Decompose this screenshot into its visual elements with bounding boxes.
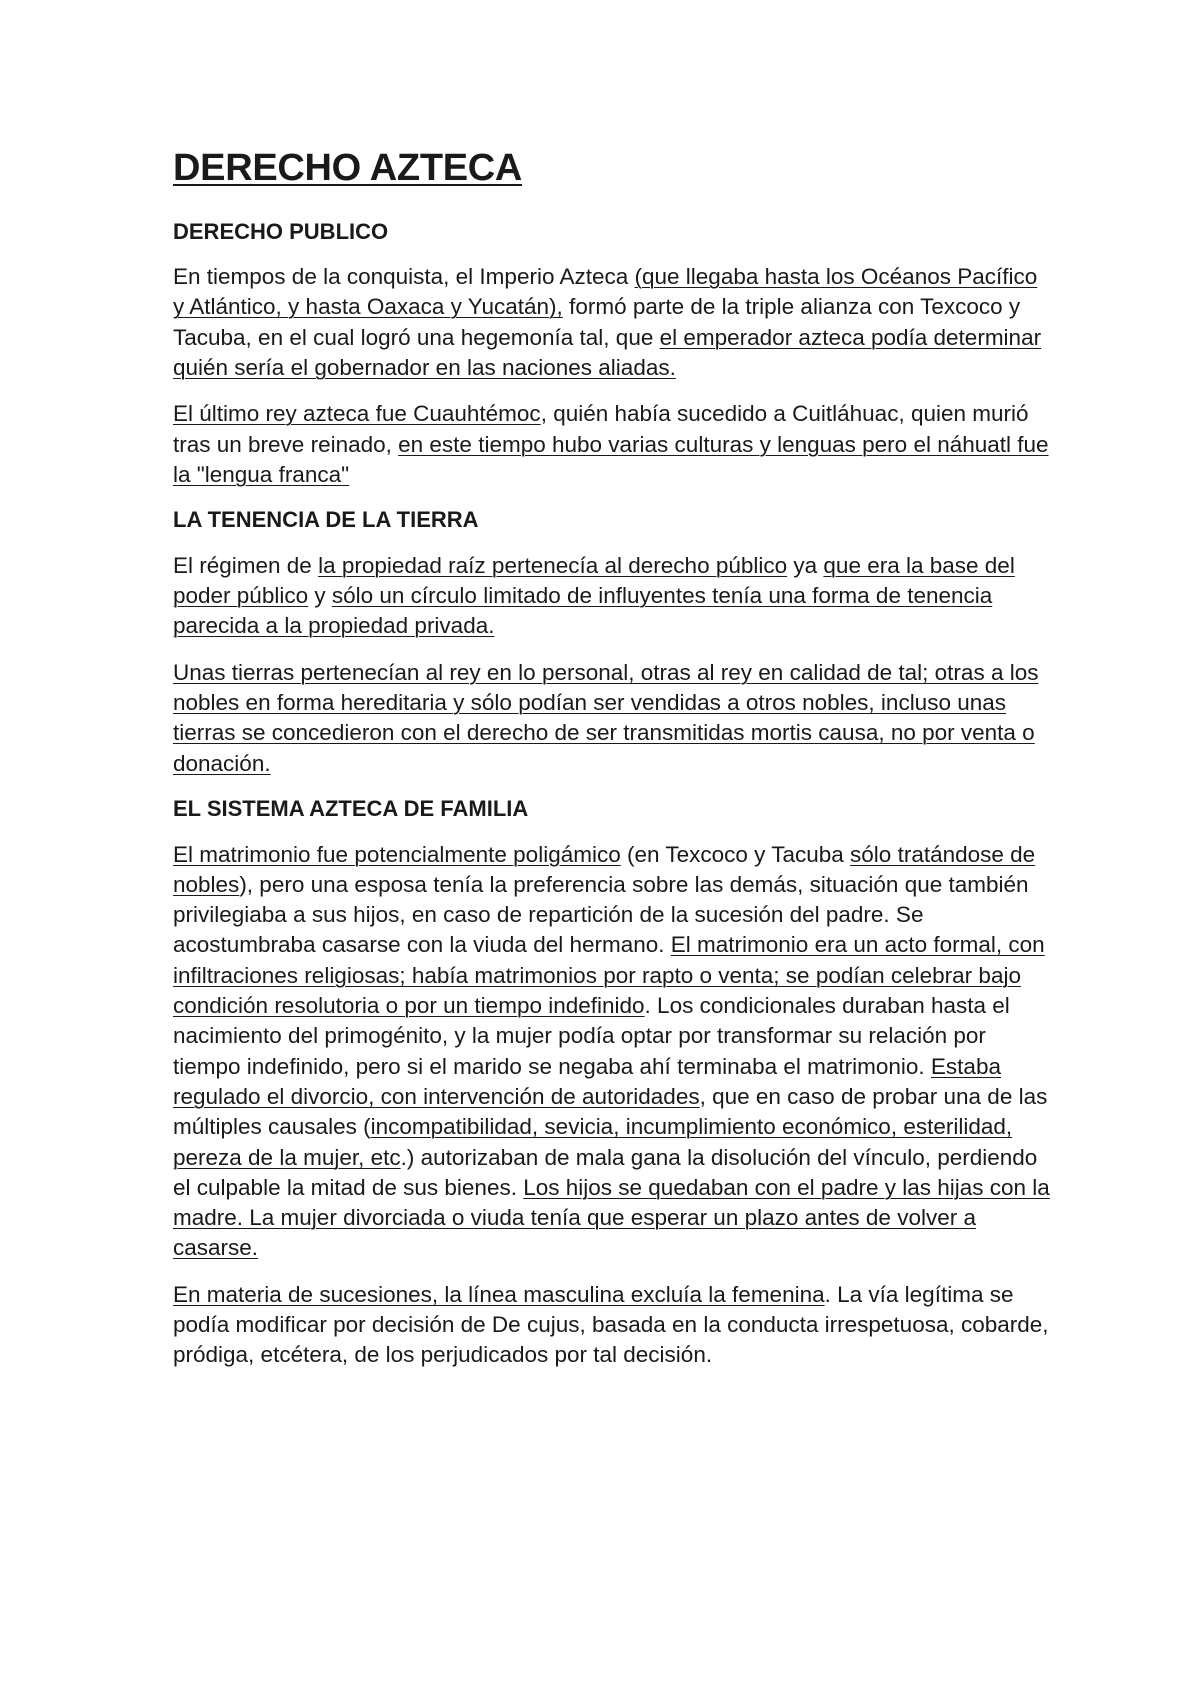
text-run: ), pero una esposa tenía la preferencia sobre las demás, situación que también privilegiaba a sus hijos, en caso de repartición de la sucesión del padre. Se acostumbraba casarse con la viuda del hermano.: [173, 871, 1029, 958]
underlined-text: El matrimonio fue potencialmente poligámico: [173, 841, 621, 867]
underlined-text: el emperador azteca podía determinar quién sería el gobernador en las naciones aliadas.: [173, 324, 1042, 381]
section-heading: DERECHO PUBLICO: [173, 218, 389, 244]
underlined-text: El matrimonio era un acto formal, con infiltraciones religiosas; había matrimonios por rapto o venta; se podían celebrar bajo condición resolutoria o por un tiempo indefinido: [173, 932, 1045, 1019]
underlined-text: incompatibilidad, sevicia, incumplimiento económico, esterilidad, pereza de la mujer, etc: [173, 1114, 1013, 1170]
paragraph: [173, 1280, 1053, 1371]
paragraph: [173, 262, 1053, 383]
underlined-text: (que llegaba hasta los Océanos Pacífico y Atlántico, y hasta Oaxaca y Yucatán),: [173, 264, 1038, 320]
underlined-text: En materia de sucesiones, la línea masculina excluía la femenina: [173, 1281, 825, 1307]
paragraph: [173, 658, 1053, 779]
underlined-text: la propiedad raíz pertenecía al derecho público: [318, 552, 788, 578]
text-run: En tiempos de la conquista, el Imperio Azteca: [173, 264, 635, 290]
underlined-text: El último rey azteca fue Cuauhtémoc: [173, 401, 541, 427]
underlined-text: en este tiempo hubo varias culturas y lenguas pero el náhuatl fue la "lengua franca": [173, 431, 1049, 487]
paragraph: [173, 551, 1053, 642]
text-run: (en Texcoco y Tacuba: [620, 841, 851, 867]
section-heading: LA TENENCIA DE LA TIERRA: [173, 507, 479, 533]
text-run: . Los condicionales duraban hasta el nacimiento del primogénito, y la mujer podía optar por transformar su relación por tiempo indefinido, pero si el marido se negaba ahí terminaba el matrimonio.: [173, 993, 1010, 1079]
underlined-text: sólo tratándose de nobles: [173, 841, 1036, 897]
underlined-text: que era la base del poder público: [173, 552, 1015, 609]
text-run: El régimen de: [173, 552, 319, 578]
text-run: ya: [787, 552, 824, 578]
text-run: formó parte de la triple alianza con Texcoco y Tacuba, en el cual logró una hegemonía tal, que: [173, 294, 1021, 350]
document-page: [173, 140, 1053, 1387]
underlined-text: Estaba regulado el divorcio, con intervención de autoridades: [173, 1053, 1001, 1109]
underlined-text: Unas tierras pertenecían al rey en lo personal, otras al rey en calidad de tal; otras a los nobles en forma hereditaria y sólo podían ser vendidas a otros nobles, incluso unas tierras se concedieron con el derecho de ser transmitidas mortis causa, no por venta o donación.: [173, 659, 1039, 776]
underlined-text: sólo un círculo limitado de influyentes tenía una forma de tenencia parecida a la propiedad privada.: [173, 583, 993, 639]
document-body: [173, 218, 1053, 1371]
paragraph: [173, 840, 1053, 1264]
paragraph: [173, 399, 1053, 490]
section-heading: EL SISTEMA AZTECA DE FAMILIA: [173, 795, 529, 821]
text-run: y: [308, 583, 332, 609]
text-run: . La vía legítima se podía modificar por decisión de De cujus, basada en la conducta irrespetuosa, cobarde, pródiga, etcétera, de los perjudicados por tal decisión.: [173, 1281, 1049, 1368]
underlined-text: Los hijos se quedaban con el padre y las hijas con la madre. La mujer divorciada o viuda tenía que esperar un plazo antes de volver a casarse.: [173, 1174, 1050, 1261]
text-run: .) autorizaban de mala gana la disolución del vínculo, perdiendo el culpable la mitad de sus bienes.: [173, 1144, 1038, 1200]
text-run: , quién había sucedido a Cuitláhuac, quien murió tras un breve reinado,: [173, 401, 1029, 457]
document-title: DERECHO AZTECA: [173, 147, 523, 189]
text-run: , que en caso de probar una de las múltiples causales (: [173, 1083, 1048, 1140]
